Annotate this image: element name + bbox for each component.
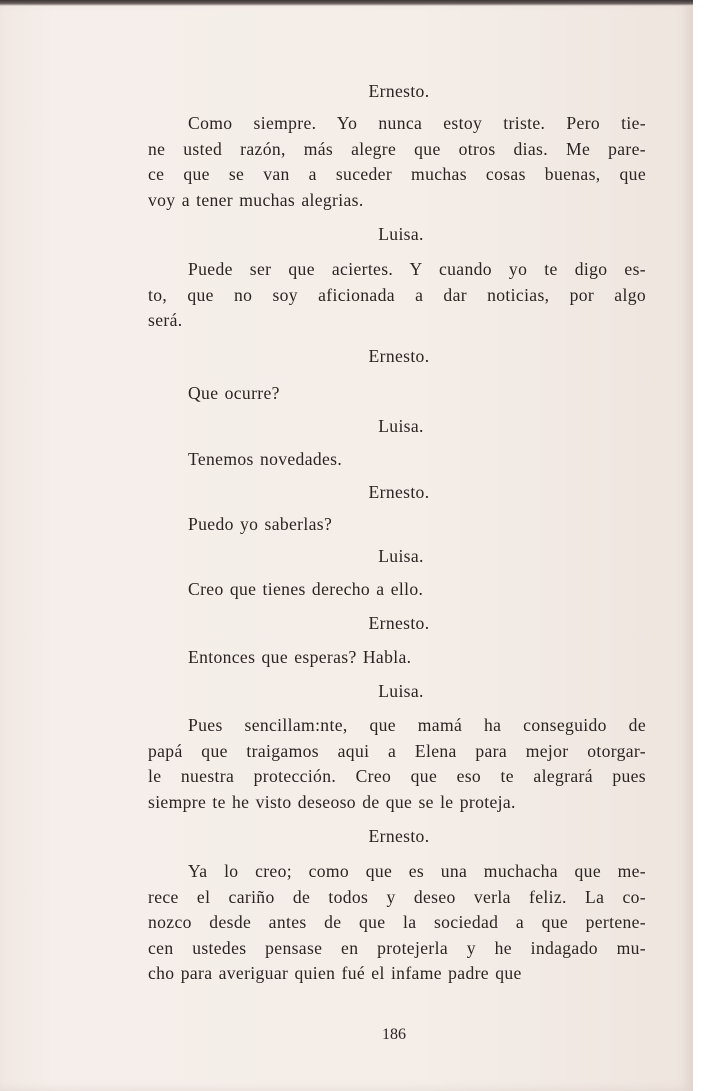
text-line: ce que se van a suceder muchas cosas buenas, que [148, 164, 646, 184]
dialogue-paragraph [148, 859, 646, 987]
text-line: Pues sencillam:nte, que mamá ha conseguido de [188, 715, 646, 735]
dialogue-paragraph [148, 381, 646, 407]
text-line: Que ocurre? [188, 382, 280, 403]
dialogue-paragraph [148, 111, 646, 213]
text-line: Como siempre. Yo nunca estoy triste. Pero tie- [188, 113, 646, 133]
text-line: será. [148, 310, 183, 330]
text-line: cen ustedes pensase en protejerla y he indagado mu- [148, 937, 646, 958]
speaker-name: Ernesto. [368, 481, 430, 502]
text-line: Tenemos novedades. [188, 449, 343, 469]
text-line: to, que no soy aficionada a dar noticias, por algo [148, 284, 646, 305]
dialogue-paragraph [148, 577, 646, 603]
dialogue-paragraph [148, 645, 646, 671]
dialogue-paragraph [148, 447, 646, 473]
dialogue-paragraph [148, 257, 646, 334]
text-line: papá que traigamos aqui a Elena para mejor otorgar- [148, 740, 646, 761]
text-line: le nuestra protección. Creo que eso te alegrará pues [148, 766, 646, 786]
text-line: siempre te he visto deseoso de que se le proteja. [148, 791, 516, 812]
speaker-name: Luisa. [378, 546, 424, 566]
text-line: nozco desde antes de que la sociedad a que pertene- [148, 912, 646, 932]
text-line: Entonces que esperas? Habla. [188, 646, 412, 667]
speaker-name: Ernesto. [368, 81, 430, 101]
text-line: cho para averiguar quien fué el infame padre que [148, 963, 522, 983]
dialogue-paragraph [148, 512, 646, 538]
text-line: Puedo yo saberlas? [188, 513, 333, 534]
page-top-edge [0, 0, 693, 6]
dialogue-paragraph [148, 713, 646, 815]
speaker-name: Ernesto. [368, 345, 430, 366]
text-line: rece el cariño de todos y deseo verla feliz. La co- [148, 886, 646, 907]
page-number: 186 [382, 1026, 406, 1043]
text-line: Creo que tienes derecho a ello. [188, 579, 424, 599]
speaker-name: Ernesto. [368, 612, 430, 633]
text-line: Ya lo creo; como que es una muchacha que me- [188, 861, 646, 881]
speaker-name: Ernesto. [368, 826, 430, 846]
text-line: Puede ser que aciertes. Y cuando yo te digo es- [188, 259, 646, 279]
text-line: ne usted razón, más alegre que otros dias. Me pare- [148, 138, 646, 159]
dialogue-text [148, 79, 646, 987]
speaker-name: Luisa. [378, 416, 424, 436]
speaker-name: Luisa. [378, 224, 424, 244]
speaker-name: Luisa. [378, 681, 424, 701]
text-line: voy a tener muchas alegrias. [148, 189, 364, 210]
